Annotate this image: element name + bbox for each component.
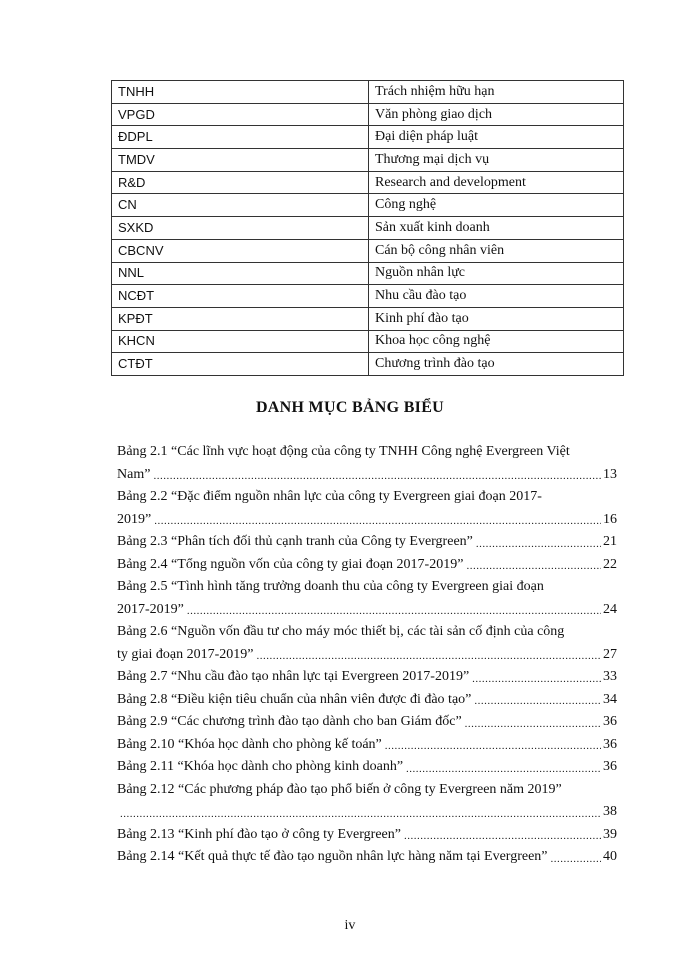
toc-entry[interactable] bbox=[117, 779, 617, 824]
toc-entry-text: 2019” bbox=[117, 511, 152, 527]
dot-leader bbox=[117, 804, 601, 824]
toc-line bbox=[117, 734, 617, 757]
toc-entry-text: Bảng 2.4 “Tổng nguồn vốn của công ty giai đoạn 2017-2019” bbox=[117, 556, 464, 572]
abbreviation-cell: KPĐT bbox=[112, 307, 369, 330]
toc-entry-text: Bảng 2.9 “Các chương trình đào tạo dành cho ban Giám đốc” bbox=[117, 714, 462, 729]
toc-entry-text: Bảng 2.14 “Kết quả thực tế đào tạo nguồn nhân lực hàng năm tại Evergreen” bbox=[117, 849, 548, 864]
abbreviation-cell: R&D bbox=[112, 171, 369, 194]
toc-line bbox=[117, 801, 617, 824]
meaning-cell: Research and development bbox=[369, 171, 624, 194]
toc-page-number: 38 bbox=[603, 804, 617, 819]
toc-page-number: 33 bbox=[603, 669, 617, 684]
toc-page-number: 13 bbox=[603, 466, 617, 482]
dot-leader bbox=[382, 736, 601, 756]
toc-page-number: 34 bbox=[603, 691, 617, 707]
table-row bbox=[112, 285, 624, 308]
toc-line bbox=[117, 554, 617, 577]
toc-line bbox=[117, 644, 617, 667]
abbreviation-table bbox=[111, 80, 624, 376]
toc-page-number: 36 bbox=[603, 759, 617, 774]
toc-page-number: 24 bbox=[603, 601, 617, 617]
toc-line bbox=[117, 486, 617, 509]
toc-line bbox=[117, 824, 617, 847]
dot-leader bbox=[150, 466, 601, 486]
toc-page-number: 27 bbox=[603, 646, 617, 662]
dot-leader bbox=[473, 534, 601, 554]
toc-entry[interactable] bbox=[117, 576, 617, 621]
abbreviation-cell: TMDV bbox=[112, 149, 369, 172]
meaning-cell: Nhu cầu đào tạo bbox=[369, 285, 624, 308]
dot-leader bbox=[403, 759, 601, 779]
meaning-cell: Sản xuất kinh doanh bbox=[369, 217, 624, 240]
toc-line bbox=[117, 846, 617, 869]
toc-page-number: 36 bbox=[603, 736, 617, 752]
toc-entry-text: Bảng 2.5 “Tình hình tăng trưởng doanh thu của công ty Evergreen giai đoạn bbox=[117, 579, 544, 594]
toc-entry-text: Bảng 2.8 “Điều kiện tiêu chuẩn của nhân viên được đi đào tạo” bbox=[117, 691, 472, 707]
meaning-cell: Kinh phí đào tạo bbox=[369, 307, 624, 330]
toc-line bbox=[117, 531, 617, 554]
toc-entry[interactable] bbox=[117, 666, 617, 689]
toc-page-number: 16 bbox=[603, 511, 617, 527]
dot-leader bbox=[548, 849, 602, 869]
toc-entry-text: Bảng 2.2 “Đặc điểm nguồn nhân lực của công ty Evergreen giai đoạn 2017- bbox=[117, 489, 542, 504]
toc-line bbox=[117, 576, 617, 599]
toc-entry[interactable] bbox=[117, 441, 617, 486]
toc-line bbox=[117, 464, 617, 487]
abbreviation-cell: CTĐT bbox=[112, 353, 369, 376]
table-row bbox=[112, 330, 624, 353]
toc-line bbox=[117, 779, 617, 802]
dot-leader bbox=[253, 646, 601, 666]
toc-line bbox=[117, 666, 617, 689]
toc-line bbox=[117, 509, 617, 532]
abbreviation-cell: NNL bbox=[112, 262, 369, 285]
toc-entry-text: Bảng 2.3 “Phân tích đối thủ cạnh tranh của Công ty Evergreen” bbox=[117, 534, 473, 549]
toc-entry[interactable] bbox=[117, 846, 617, 869]
meaning-cell: Khoa học công nghệ bbox=[369, 330, 624, 353]
toc-entry[interactable] bbox=[117, 756, 617, 779]
meaning-cell: Đại diện pháp luật bbox=[369, 126, 624, 149]
toc-entry[interactable] bbox=[117, 486, 617, 531]
abbreviation-cell: SXKD bbox=[112, 217, 369, 240]
toc-page-number: 36 bbox=[603, 714, 617, 729]
toc-entry[interactable] bbox=[117, 711, 617, 734]
toc-entry[interactable] bbox=[117, 689, 617, 712]
section-title: DANH MỤC BẢNG BIỂU bbox=[255, 399, 445, 416]
abbreviation-cell: KHCN bbox=[112, 330, 369, 353]
page-number: iv bbox=[344, 918, 356, 933]
toc-entry-text: Bảng 2.13 “Kinh phí đào tạo ở công ty Evergreen” bbox=[117, 826, 401, 842]
toc-entry-text: 2017-2019” bbox=[117, 601, 184, 617]
table-row bbox=[112, 307, 624, 330]
toc-entry-text: Bảng 2.10 “Khóa học dành cho phòng kế toán” bbox=[117, 736, 382, 752]
toc-line bbox=[117, 689, 617, 712]
toc-entry[interactable] bbox=[117, 531, 617, 554]
dot-leader bbox=[401, 826, 601, 846]
table-row bbox=[112, 171, 624, 194]
dot-leader bbox=[184, 601, 601, 621]
toc-entry-text: Bảng 2.1 “Các lĩnh vực hoạt động của công ty TNHH Công nghệ Evergreen Việt bbox=[117, 444, 570, 459]
toc-entry[interactable] bbox=[117, 554, 617, 577]
meaning-cell: Chương trình đào tạo bbox=[369, 353, 624, 376]
meaning-cell: Thương mại dịch vụ bbox=[369, 149, 624, 172]
dot-leader bbox=[471, 691, 601, 711]
toc-entry-text: Bảng 2.7 “Nhu cầu đào tạo nhân lực tại Evergreen 2017-2019” bbox=[117, 669, 470, 684]
abbreviation-cell: VPGD bbox=[112, 103, 369, 126]
table-row bbox=[112, 353, 624, 376]
table-row bbox=[112, 126, 624, 149]
toc-entry[interactable] bbox=[117, 621, 617, 666]
toc-entry-text: Bảng 2.12 “Các phương pháp đào tạo phổ biến ở công ty Evergreen năm 2019” bbox=[117, 781, 562, 797]
table-of-contents bbox=[117, 441, 617, 869]
toc-entry-text: Nam” bbox=[117, 466, 151, 482]
toc-entry-text: Bảng 2.6 “Nguồn vốn đầu tư cho máy móc thiết bị, các tài sản cố định của công bbox=[117, 624, 565, 639]
toc-page-number: 21 bbox=[603, 534, 617, 549]
toc-page-number: 40 bbox=[603, 849, 617, 864]
toc-page-number: 39 bbox=[603, 826, 617, 842]
meaning-cell: Trách nhiệm hữu hạn bbox=[369, 81, 624, 104]
toc-entry-text: ty giai đoạn 2017-2019” bbox=[117, 646, 254, 662]
table-row bbox=[112, 239, 624, 262]
abbreviation-cell: CN bbox=[112, 194, 369, 217]
dot-leader bbox=[469, 669, 601, 689]
toc-line bbox=[117, 441, 617, 464]
table-row bbox=[112, 262, 624, 285]
toc-entry-text: Bảng 2.11 “Khóa học dành cho phòng kinh doanh” bbox=[117, 759, 404, 774]
abbreviation-cell: CBCNV bbox=[112, 239, 369, 262]
toc-entry[interactable] bbox=[117, 824, 617, 847]
meaning-cell: Cán bộ công nhân viên bbox=[369, 239, 624, 262]
table-row bbox=[112, 194, 624, 217]
toc-line bbox=[117, 711, 617, 734]
table-row bbox=[112, 103, 624, 126]
table-row bbox=[112, 149, 624, 172]
abbreviation-cell: ĐDPL bbox=[112, 126, 369, 149]
table-row bbox=[112, 217, 624, 240]
dot-leader bbox=[462, 714, 601, 734]
meaning-cell: Nguồn nhân lực bbox=[369, 262, 624, 285]
abbreviation-cell: NCĐT bbox=[112, 285, 369, 308]
dot-leader bbox=[463, 556, 601, 576]
abbreviation-cell: TNHH bbox=[112, 81, 369, 104]
toc-page-number: 22 bbox=[603, 556, 617, 572]
toc-entry[interactable] bbox=[117, 734, 617, 757]
toc-line bbox=[117, 621, 617, 644]
meaning-cell: Công nghệ bbox=[369, 194, 624, 217]
meaning-cell: Văn phòng giao dịch bbox=[369, 103, 624, 126]
dot-leader bbox=[151, 511, 601, 531]
toc-line bbox=[117, 756, 617, 779]
toc-line bbox=[117, 599, 617, 622]
table-row bbox=[112, 81, 624, 104]
